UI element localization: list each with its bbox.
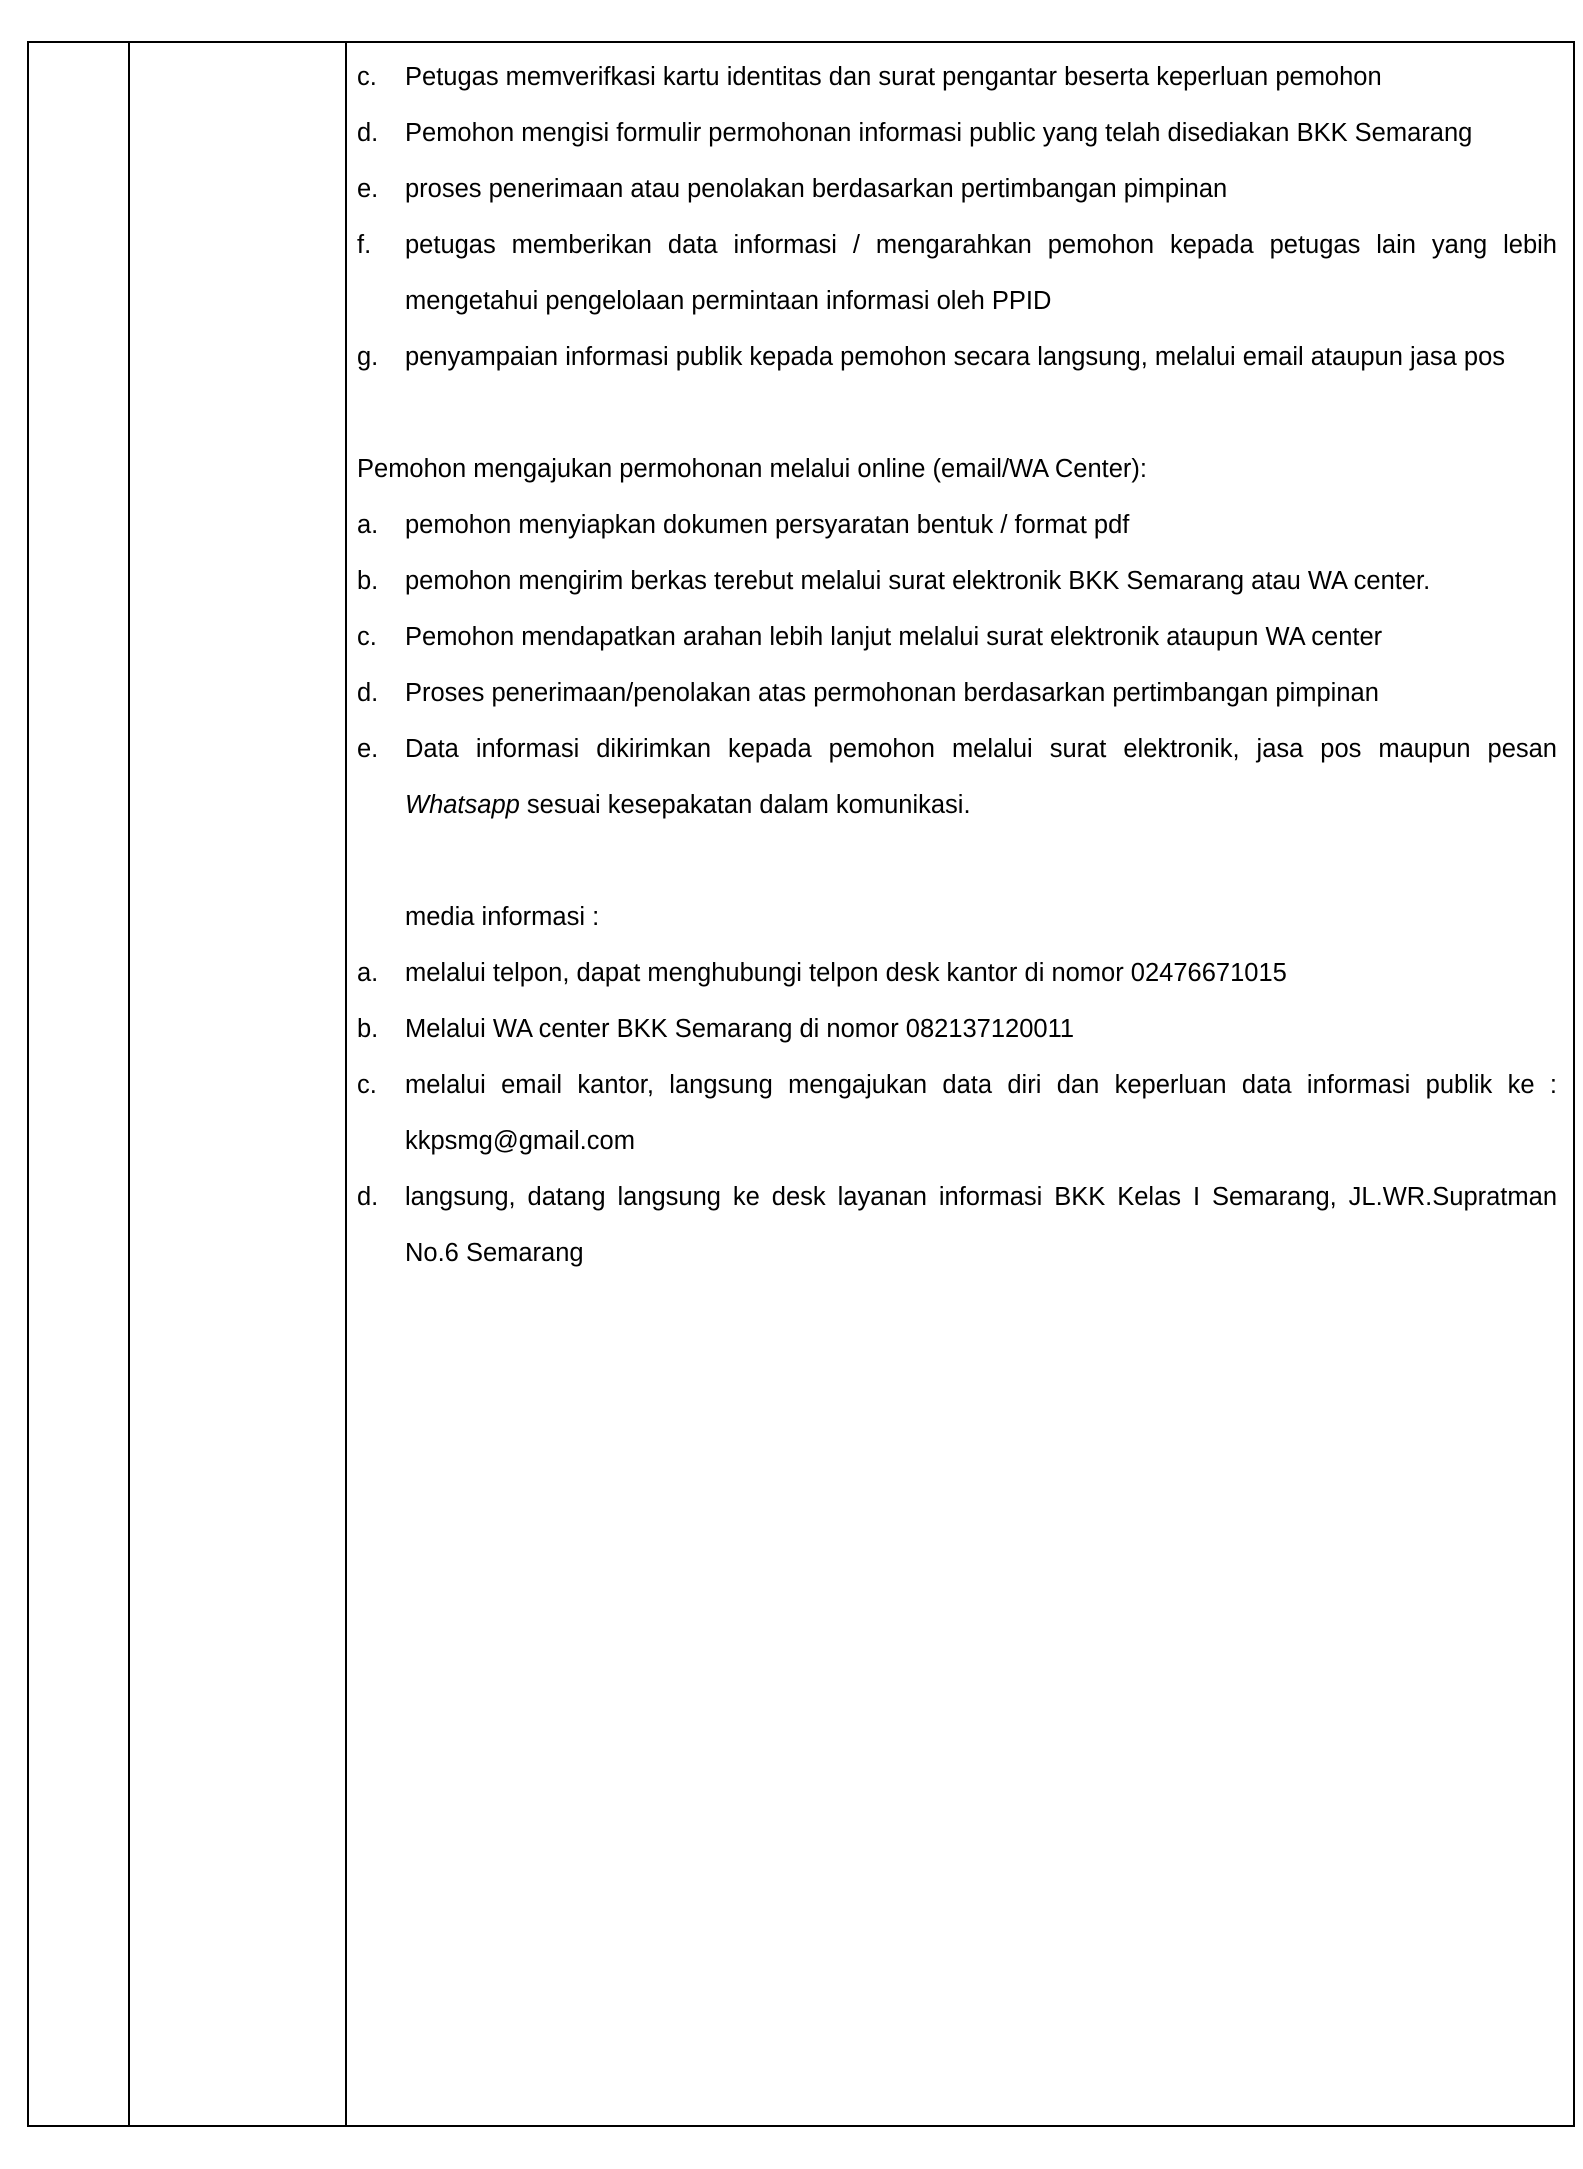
list-item-text-before: Data informasi dikirimkan kepada pemohon melalui surat elektronik, jasa pos maupun pesan	[405, 735, 1557, 763]
list-item	[357, 721, 1563, 833]
procedure-table	[27, 41, 1575, 2127]
list-marker: d.	[357, 119, 379, 147]
list-marker: c.	[357, 623, 377, 651]
online-submission-heading: Pemohon mengajukan permohonan melalui online (email/WA Center):	[357, 455, 1147, 483]
list-marker: a.	[357, 511, 379, 539]
blank-line	[357, 833, 1563, 889]
list-marker: e.	[357, 175, 379, 203]
list-item	[357, 1001, 1563, 1057]
list-marker: d.	[357, 679, 379, 707]
list-item-text: langsung, datang langsung ke desk layanan informasi BKK Kelas I Semarang, JL.WR.Supratman No.6 Semarang	[405, 1183, 1557, 1267]
list-item-text: melalui telpon, dapat menghubungi telpon desk kantor di nomor 02476671015	[405, 959, 1287, 987]
table-column-component	[130, 43, 347, 2125]
list-marker: a.	[357, 959, 379, 987]
list-item-text: petugas memberikan data informasi / mengarahkan pemohon kepada petugas lain yang lebih mengetahui pengelolaan permintaan informasi oleh PPID	[405, 231, 1557, 315]
list-marker: e.	[357, 735, 379, 763]
list-item	[357, 945, 1563, 1001]
list-item-text: Pemohon mendapatkan arahan lebih lanjut melalui surat elektronik ataupun WA center	[405, 623, 1383, 651]
list-marker: d.	[357, 1183, 379, 1211]
list-item-text: Melalui WA center BKK Semarang di nomor 082137120011	[405, 1015, 1075, 1043]
list-item-text: pemohon mengirim berkas terebut melalui surat elektronik BKK Semarang atau WA center.	[405, 567, 1431, 595]
list-item-text-after: sesuai kesepakatan dalam komunikasi.	[519, 791, 971, 819]
blank-line	[357, 385, 1563, 441]
list-item	[357, 665, 1563, 721]
list-marker: b.	[357, 567, 379, 595]
list-item-text: Proses penerimaan/penolakan atas permohonan berdasarkan pertimbangan pimpinan	[405, 679, 1379, 707]
list-item-text: penyampaian informasi publik kepada pemohon secara langsung, melalui email ataupun jasa pos	[405, 343, 1506, 371]
table-column-procedure	[347, 43, 1573, 2125]
media-information-list	[357, 945, 1563, 1281]
list-item	[357, 1169, 1563, 1281]
table-column-number	[29, 43, 130, 2125]
list-item-text: melalui email kantor, langsung mengajukan data diri dan keperluan data informasi publik ke : kkpsmg@gmail.com	[405, 1071, 1557, 1155]
list-item-text: pemohon menyiapkan dokumen persyaratan bentuk / format pdf	[405, 511, 1130, 539]
list-marker: g.	[357, 343, 379, 371]
online-procedure-list	[357, 497, 1563, 833]
list-item-text: proses penerimaan atau penolakan berdasarkan pertimbangan pimpinan	[405, 175, 1228, 203]
list-item	[357, 217, 1563, 329]
list-item	[357, 161, 1563, 217]
list-item	[357, 105, 1563, 161]
list-item	[357, 609, 1563, 665]
media-information-heading: media informasi :	[405, 903, 600, 931]
emphasis-whatsapp: Whatsapp	[405, 791, 520, 819]
list-item-text-rich	[405, 721, 1557, 833]
list-item-text: Pemohon mengisi formulir permohonan informasi public yang telah disediakan BKK Semarang	[405, 119, 1473, 147]
list-item	[357, 1057, 1563, 1169]
list-item	[357, 553, 1563, 609]
list-item	[357, 49, 1563, 105]
offline-procedure-list	[357, 49, 1563, 385]
list-marker: b.	[357, 1015, 379, 1043]
list-item-text: Petugas memverifkasi kartu identitas dan surat pengantar beserta keperluan pemohon	[405, 63, 1382, 91]
list-marker: c.	[357, 1071, 377, 1099]
list-marker: f.	[357, 231, 372, 259]
list-marker: c.	[357, 63, 377, 91]
list-item	[357, 497, 1563, 553]
list-item	[357, 329, 1563, 385]
